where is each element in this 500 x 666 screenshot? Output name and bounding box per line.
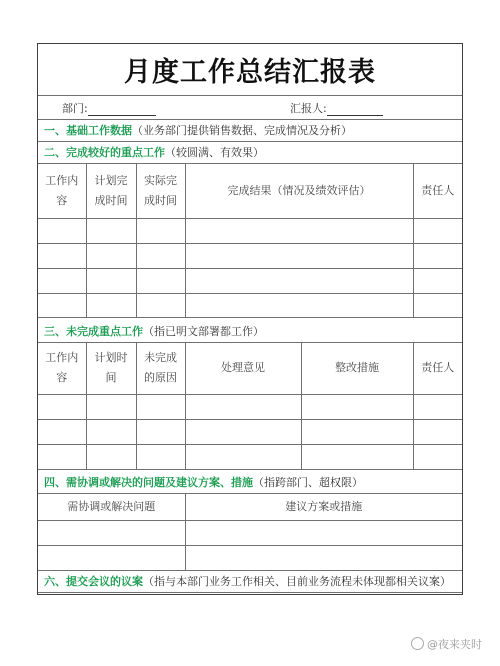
table-cell[interactable] — [136, 444, 185, 469]
section-3-note: （指已明文部署都工作） — [143, 325, 264, 338]
page-title: 月度工作总结汇报表 — [38, 44, 462, 96]
table-cell[interactable] — [38, 218, 86, 243]
section-6-note: （指与本部门业务工作相关、目前业务流程未体现都相关议案） — [143, 575, 451, 588]
table-cell[interactable] — [185, 394, 301, 419]
table-cell[interactable] — [185, 545, 462, 570]
header-cell: 完成结果（情况及绩效评估） — [185, 164, 413, 218]
unfinished-work-table — [38, 343, 462, 470]
section-2-heading — [38, 142, 462, 164]
table-cell[interactable] — [185, 419, 301, 444]
watermark-text: @夜来夹时 — [427, 638, 482, 651]
watermark — [411, 636, 482, 652]
table-cell[interactable] — [38, 243, 86, 268]
department-underline[interactable] — [88, 104, 156, 116]
table-cell[interactable] — [185, 293, 413, 317]
section-6-heading — [38, 571, 462, 593]
section-1-title: 一、基础工作数据 — [44, 124, 132, 137]
reporter-label: 汇报人: — [290, 102, 327, 115]
table-cell[interactable] — [38, 419, 86, 444]
table-cell[interactable] — [185, 243, 413, 268]
table-row — [38, 394, 462, 419]
table-cell[interactable] — [185, 268, 413, 293]
table-row — [38, 218, 462, 243]
header-cell: 建议方案或措施 — [185, 494, 462, 520]
table-cell[interactable] — [301, 419, 413, 444]
meta-row — [38, 96, 462, 120]
table-cell[interactable] — [38, 520, 185, 545]
completed-work-table — [38, 164, 462, 318]
header-cell: 工作内 容 — [38, 164, 86, 218]
watermark-logo-icon — [411, 637, 424, 650]
table-row — [38, 293, 462, 317]
section-3-title: 三、未完成重点工作 — [44, 325, 143, 338]
table-cell[interactable] — [413, 394, 462, 419]
header-cell: 处理意见 — [185, 343, 301, 394]
section-4-heading — [38, 472, 462, 494]
section-6-title: 六、提交会议的议案 — [44, 575, 143, 588]
table-row — [38, 444, 462, 469]
table-header-row — [38, 494, 462, 520]
table-cell[interactable] — [413, 293, 462, 317]
section-2-title: 二、完成较好的重点工作 — [44, 146, 165, 159]
table-cell[interactable] — [38, 394, 86, 419]
table-row — [38, 520, 462, 545]
header-cell: 工作内 容 — [38, 343, 86, 394]
header-cell: 责任人 — [413, 164, 462, 218]
section-3-heading — [38, 321, 462, 343]
table-cell[interactable] — [38, 268, 86, 293]
table-cell[interactable] — [413, 268, 462, 293]
table-cell[interactable] — [185, 444, 301, 469]
section-4-title: 四、需协调或解决的问题及建议方案、措施 — [44, 476, 253, 489]
table-cell[interactable] — [136, 293, 185, 317]
report-sheet — [37, 43, 463, 595]
coordination-table — [38, 494, 462, 571]
table-cell[interactable] — [38, 545, 185, 570]
header-cell: 责任人 — [413, 343, 462, 394]
table-cell[interactable] — [413, 218, 462, 243]
table-cell[interactable] — [413, 444, 462, 469]
table-cell[interactable] — [86, 268, 136, 293]
header-cell: 计划时 间 — [86, 343, 136, 394]
header-cell: 实际完 成时间 — [136, 164, 185, 218]
table-header-row — [38, 343, 462, 394]
reporter-underline[interactable] — [327, 104, 383, 116]
table-row — [38, 545, 462, 570]
table-cell[interactable] — [301, 394, 413, 419]
table-cell[interactable] — [413, 243, 462, 268]
table-cell[interactable] — [86, 444, 136, 469]
table-cell[interactable] — [86, 419, 136, 444]
department-field[interactable] — [62, 100, 156, 116]
header-cell: 需协调或解决问题 — [38, 494, 185, 520]
reporter-field[interactable] — [290, 100, 383, 116]
table-row — [38, 243, 462, 268]
table-cell[interactable] — [136, 268, 185, 293]
table-cell[interactable] — [86, 218, 136, 243]
table-header-row — [38, 164, 462, 218]
table-row — [38, 419, 462, 444]
header-cell: 整改措施 — [301, 343, 413, 394]
table-row — [38, 268, 462, 293]
header-cell: 计划完 成时间 — [86, 164, 136, 218]
section-4-note: （指跨部门、超权限） — [253, 476, 363, 489]
section-1-note: （业务部门提供销售数据、完成情况及分析） — [132, 124, 352, 137]
department-label: 部门: — [62, 102, 88, 115]
table-cell[interactable] — [86, 243, 136, 268]
table-cell[interactable] — [185, 218, 413, 243]
table-cell[interactable] — [86, 394, 136, 419]
table-cell[interactable] — [38, 444, 86, 469]
table-cell[interactable] — [301, 444, 413, 469]
table-cell[interactable] — [136, 243, 185, 268]
table-cell[interactable] — [136, 218, 185, 243]
header-cell: 未完成 的原因 — [136, 343, 185, 394]
table-cell[interactable] — [136, 419, 185, 444]
section-2-note: （较圆满、有效果） — [165, 146, 264, 159]
table-cell[interactable] — [413, 419, 462, 444]
table-cell[interactable] — [38, 293, 86, 317]
table-cell[interactable] — [86, 293, 136, 317]
table-cell[interactable] — [185, 520, 462, 545]
table-cell[interactable] — [136, 394, 185, 419]
section-1-heading — [38, 120, 462, 142]
